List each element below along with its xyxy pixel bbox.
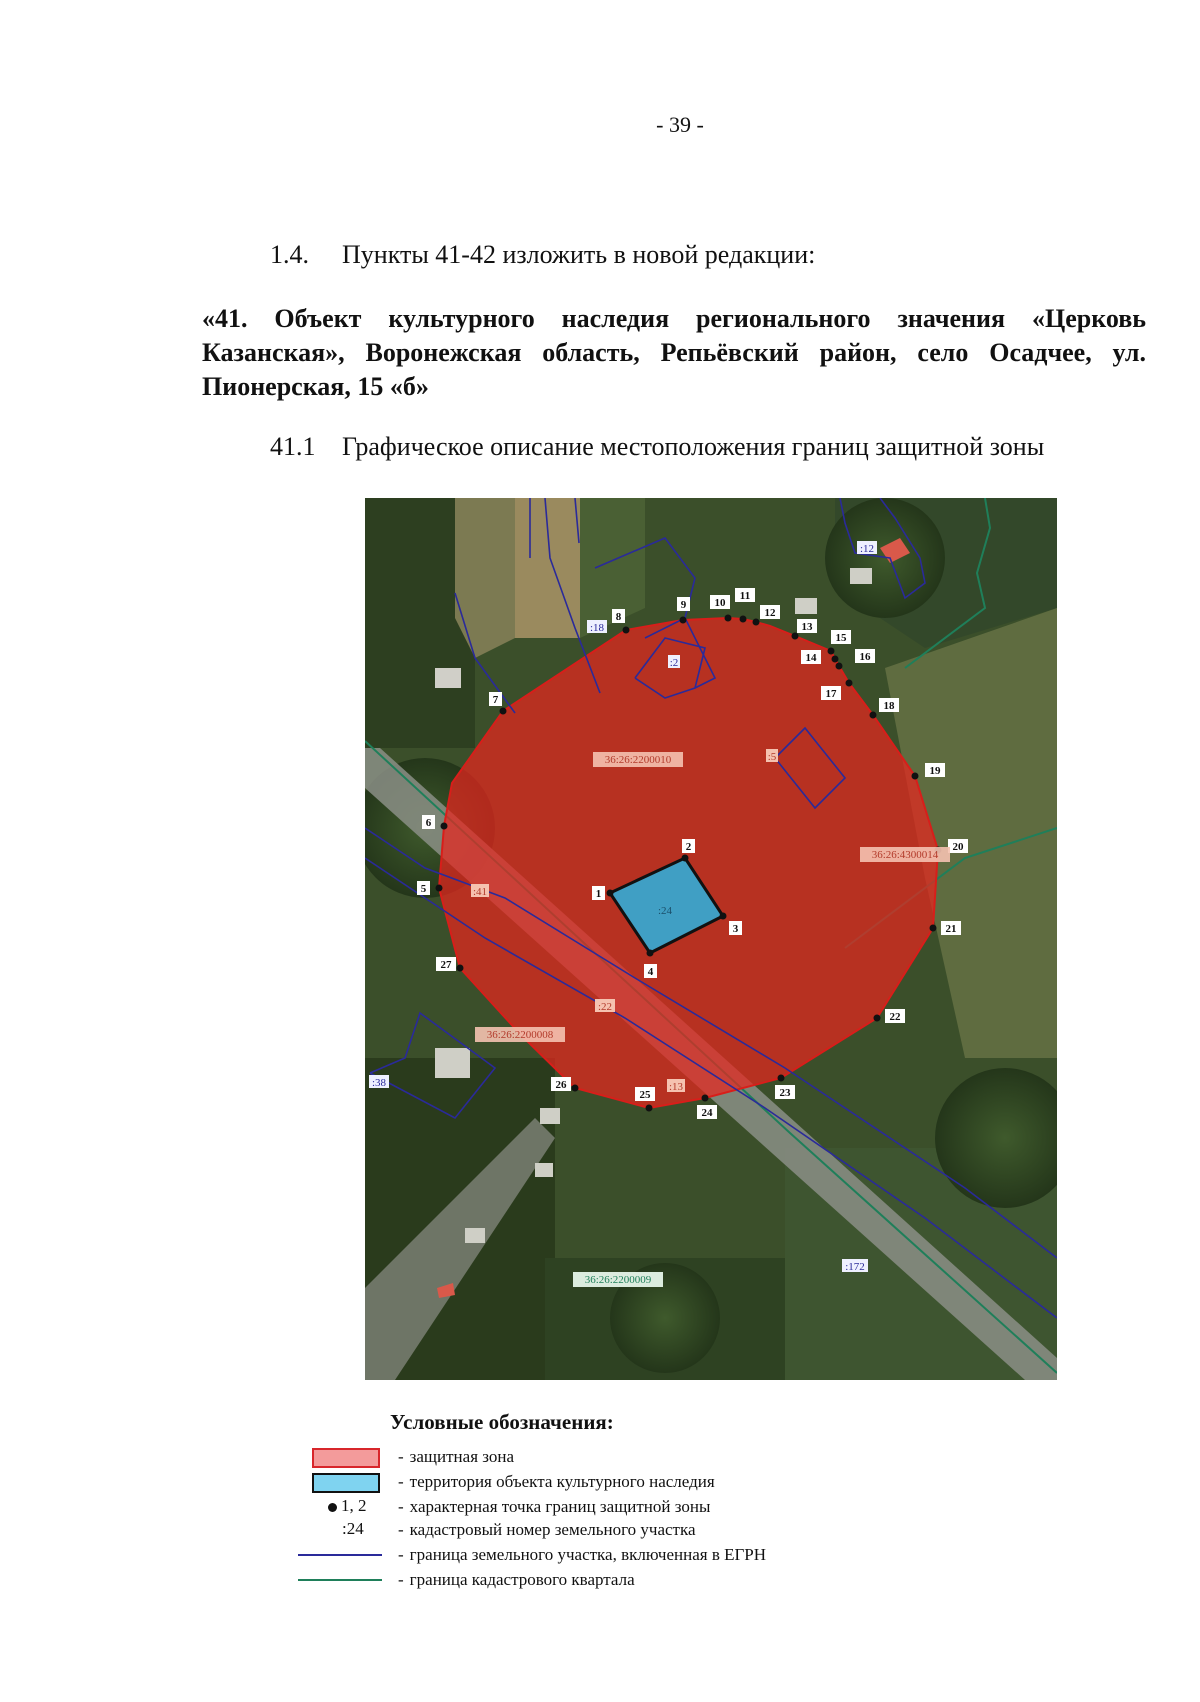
boundary-point-label: 7 (492, 694, 499, 706)
boundary-point-label: 6 (425, 817, 432, 829)
boundary-point-marker (647, 950, 654, 957)
boundary-point-marker (846, 680, 853, 687)
boundary-point-marker (680, 617, 687, 624)
point-swatch: 1, 2 (328, 1496, 367, 1516)
label-p13: :13 (668, 1081, 684, 1093)
boundary-point-marker (682, 855, 689, 862)
boundary-point-label: 26 (555, 1079, 567, 1091)
section-number: 41.1 (270, 432, 316, 461)
boundary-point-label: 25 (639, 1089, 651, 1101)
boundary-point-label: 27 (440, 959, 452, 971)
label-2200008: 36:26:2200008 (486, 1029, 554, 1041)
object-swatch (312, 1473, 380, 1493)
boundary-point-label: 4 (647, 966, 654, 978)
zone-swatch (312, 1448, 380, 1468)
boundary-point-marker (930, 925, 937, 932)
boundary-point-label: 22 (889, 1011, 901, 1023)
boundary-point-marker (623, 627, 630, 634)
label-p18: :18 (589, 622, 605, 634)
legend-row-cadastral: :24 - кадастровый номер земельного участка (342, 1519, 696, 1539)
amendment-text: Пункты 41-42 изложить в новой редакции: (342, 240, 816, 269)
label-p5: :5 (767, 751, 777, 763)
boundary-point-label: 5 (420, 883, 427, 895)
boundary-point-label: 20 (952, 841, 964, 853)
boundary-point-label: 12 (764, 607, 776, 619)
boundary-point-label: 19 (929, 765, 941, 777)
label-p24: :24 (657, 905, 673, 917)
boundary-point-label: 13 (801, 621, 813, 633)
boundary-point-marker (828, 648, 835, 655)
label-p12: :12 (859, 543, 875, 555)
boundary-point-label: 17 (825, 688, 837, 700)
label-p2: :2 (669, 657, 679, 669)
label-p22: :22 (597, 1001, 613, 1013)
label-p172: :172 (845, 1261, 865, 1273)
amendment-line (270, 240, 815, 270)
legend-point-text: характерная точка границ защитной зоны (409, 1497, 711, 1516)
legend-object-text: территория объекта культурного наследия (409, 1472, 715, 1491)
page-number: - 39 - (656, 112, 704, 137)
boundary-point-marker (702, 1095, 709, 1102)
legend-parcel-text: граница земельного участка, включенная в ЕГРН (409, 1545, 767, 1564)
boundary-point-marker (500, 708, 507, 715)
boundary-point-marker (792, 633, 799, 640)
boundary-point-label: 8 (615, 611, 622, 623)
boundary-point-label: 10 (714, 597, 726, 609)
label-4300014: 36:26:4300014 (871, 849, 939, 861)
object-title: «41. Объект культурного наследия регионального значения «Церковь Казанская», Воронежская область, Репьёвский район, село Осадчее, ул. Пионерская, 15 «б» (202, 304, 1146, 401)
label-2200009: 36:26:2200009 (584, 1274, 652, 1286)
label-p41: :41 (472, 886, 488, 898)
boundary-point-marker (572, 1085, 579, 1092)
section-caption (270, 432, 1044, 462)
boundary-point-marker (870, 712, 877, 719)
boundary-point-marker (778, 1075, 785, 1082)
boundary-point-label: 9 (680, 599, 687, 611)
quarter-line-swatch (298, 1579, 382, 1581)
boundary-point-marker (646, 1105, 653, 1112)
amendment-number: 1.4. (270, 240, 309, 269)
boundary-point-marker (832, 656, 839, 663)
boundary-point-label: 24 (701, 1107, 713, 1119)
boundary-point-label: 14 (805, 652, 817, 664)
boundary-point-marker (912, 773, 919, 780)
boundary-point-marker (836, 663, 843, 670)
legend-quarter-text: граница кадастрового квартала (409, 1570, 635, 1589)
boundary-point-label: 3 (732, 923, 739, 935)
parcel-line-swatch (298, 1554, 382, 1556)
boundary-point-label: 2 (685, 841, 692, 853)
legend-title: Условные обозначения: (390, 1410, 614, 1434)
section-text: Графическое описание местоположения границ защитной зоны (342, 432, 1045, 461)
satellite-map (365, 498, 1057, 1380)
legend-row-quarter: - граница кадастрового квартала (270, 1569, 970, 1591)
boundary-point-marker (441, 823, 448, 830)
boundary-point-label: 1 (595, 888, 602, 900)
boundary-point-label: 23 (779, 1087, 791, 1099)
label-p38: :38 (371, 1077, 387, 1089)
boundary-point-label: 11 (739, 590, 751, 602)
boundary-point-marker (436, 885, 443, 892)
boundary-point-marker (457, 965, 464, 972)
boundary-point-label: 15 (835, 632, 847, 644)
boundary-point-marker (753, 619, 760, 626)
boundary-point-marker (740, 616, 747, 623)
legend-cadastral-text: кадастровый номер земельного участка (409, 1520, 696, 1539)
legend-row-parcel: - граница земельного участка, включенная в ЕГРН (270, 1544, 970, 1566)
legend-row-object: - территория объекта культурного наследия (270, 1471, 970, 1493)
boundary-point-label: 18 (883, 700, 895, 712)
label-2200010: 36:26:2200010 (604, 754, 672, 766)
legend-row-zone: - защитная зона (270, 1446, 970, 1468)
boundary-point-marker (607, 890, 614, 897)
cadastral-swatch: :24 (342, 1519, 364, 1538)
boundary-point-marker (725, 615, 732, 622)
boundary-point-marker (874, 1015, 881, 1022)
boundary-point-marker (720, 913, 727, 920)
boundary-point-label: 21 (945, 923, 957, 935)
boundary-point-label: 16 (859, 651, 871, 663)
legend-row-point: 1, 2 - характерная точка границ защитной зоны (270, 1496, 970, 1518)
legend-zone-text: защитная зона (409, 1447, 515, 1466)
